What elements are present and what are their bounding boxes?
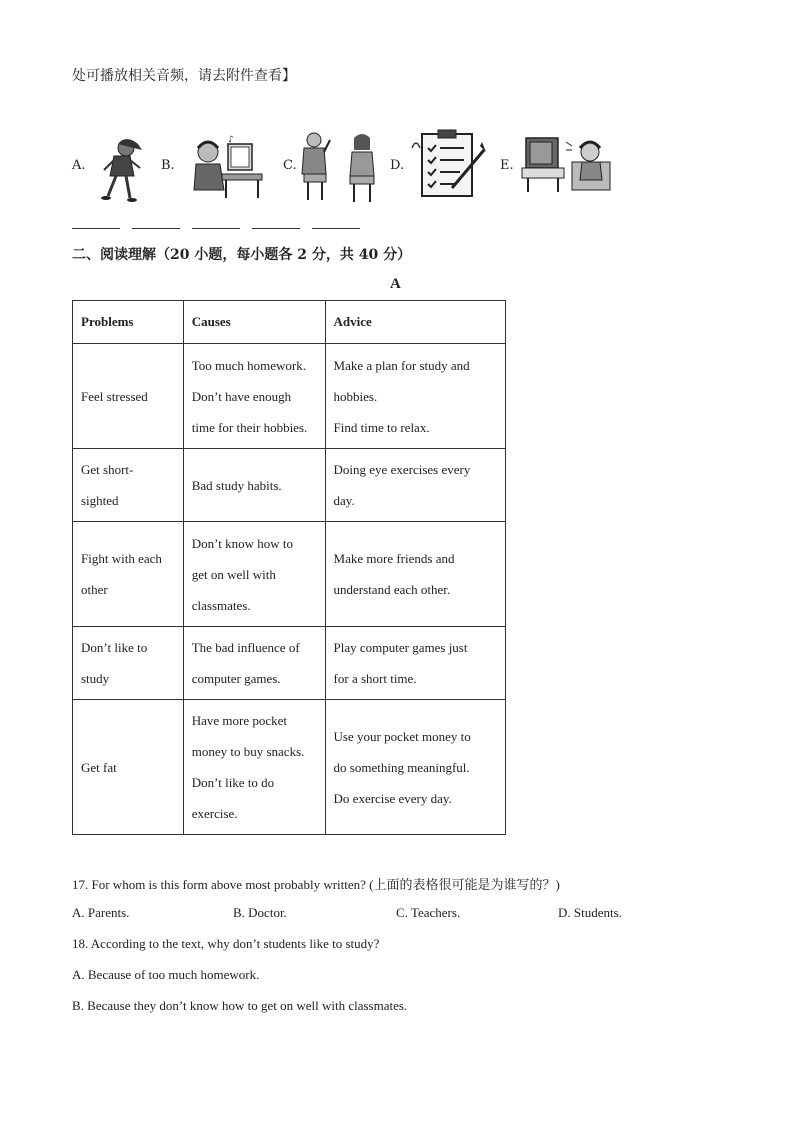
causes-text: Don’t like to do [191, 775, 275, 790]
picture-option-b-label: B. [161, 158, 175, 173]
picture-option-d-label: D. [390, 158, 405, 173]
q18-option-b[interactable]: B. Because they don’t know how to get on well with classmates. [72, 998, 408, 1013]
causes-text: get on well with [191, 566, 276, 582]
advice-text: Doing eye exercises every [333, 462, 471, 477]
intro-line: 处可播放相关音频，请去附件查看】 [72, 68, 296, 84]
boy-at-computer-icon [190, 134, 266, 200]
q17-option-c[interactable]: C. Teachers. [396, 905, 461, 920]
advice-cell [325, 344, 505, 449]
advice-cell [325, 627, 505, 700]
causes-cell [183, 449, 325, 522]
header-problems: Problems [73, 301, 184, 344]
girl-watching-tv-icon [520, 132, 614, 198]
causes-text: Have more pocket [191, 713, 288, 728]
problem-cell [73, 700, 184, 835]
causes-text: Too much homework. [191, 357, 306, 373]
advice-text: Make more friends and [333, 551, 455, 566]
problem-text: study [81, 671, 110, 686]
problem-cell [73, 627, 184, 700]
advice-text: Play computer games just [333, 640, 468, 655]
answer-blank-3[interactable] [192, 228, 240, 229]
question-18-stem: 18. According to the text, why don’t students like to study? [72, 936, 380, 951]
girl-walking-icon [90, 134, 150, 204]
causes-text: Bad study habits. [191, 477, 282, 493]
advice-text: for a short time. [333, 671, 417, 686]
passage-label: A [390, 276, 401, 292]
problem-text: other [81, 582, 108, 597]
causes-text: The bad influence of [191, 640, 300, 655]
problem-cell [73, 522, 184, 627]
two-people-talking-icon [300, 130, 378, 204]
question-17-stem: 17. For whom is this form above most probably written? (上面的表格很可能是为谁写的？) [72, 877, 560, 892]
problem-text: Get short- [81, 462, 134, 477]
advice-cell [325, 700, 505, 835]
advice-text: Do exercise every day. [333, 790, 452, 806]
table-row [73, 344, 506, 449]
svg-text:♪: ♪ [228, 135, 234, 145]
advice-cell [325, 449, 505, 522]
answer-blank-4[interactable] [252, 228, 300, 229]
picture-option-e-label: E. [500, 158, 514, 173]
causes-text: time for their hobbies. [191, 419, 308, 435]
header-causes: Causes [183, 301, 325, 344]
causes-cell [183, 627, 325, 700]
answer-blank-5[interactable] [312, 228, 360, 229]
advice-text: understand each other. [333, 582, 451, 597]
q17-option-b[interactable]: B. Doctor. [233, 905, 287, 920]
problem-text: Get fat [81, 759, 117, 775]
picture-option-a-label: A. [72, 158, 86, 173]
table-row [73, 627, 506, 700]
problem-text: sighted [81, 493, 119, 508]
advice-text: Make a plan for study and [333, 357, 470, 373]
answer-blank-2[interactable] [132, 228, 180, 229]
advice-text: day. [333, 493, 355, 508]
table-row [73, 522, 506, 627]
advice-table [72, 300, 506, 835]
causes-cell [183, 344, 325, 449]
problem-cell [73, 449, 184, 522]
table-row [73, 449, 506, 522]
advice-text: hobbies. [333, 388, 378, 404]
problem-cell [73, 344, 184, 449]
answer-blank-1[interactable] [72, 228, 120, 229]
causes-text: Don’t know how to [191, 535, 293, 551]
q18-option-a[interactable]: A. Because of too much homework. [72, 967, 260, 982]
advice-text: do something meaningful. [333, 759, 470, 775]
causes-text: exercise. [191, 806, 238, 821]
causes-cell [183, 522, 325, 627]
q17-option-a[interactable]: A. Parents. [72, 905, 130, 920]
causes-text: computer games. [191, 671, 281, 686]
causes-text: money to buy snacks. [191, 744, 305, 759]
problem-text: Don’t like to [81, 640, 148, 655]
table-header-row [73, 301, 506, 344]
section-title: 二、阅读理解（20 小题，每小题各 2 分，共 40 分） [72, 247, 412, 263]
causes-text: classmates. [191, 597, 251, 613]
table-row [73, 700, 506, 835]
advice-cell [325, 522, 505, 627]
problem-text: Feel stressed [81, 388, 148, 404]
advice-text: Find time to relax. [333, 419, 430, 435]
causes-cell [183, 700, 325, 835]
causes-text: Don’t have enough [191, 388, 292, 404]
checklist-clipboard-icon [408, 128, 488, 200]
problem-text: Fight with each [81, 551, 162, 566]
picture-option-c-label: C. [283, 158, 297, 173]
advice-text: Use your pocket money to [333, 728, 471, 744]
header-advice: Advice [325, 301, 505, 344]
q17-option-d[interactable]: D. Students. [558, 905, 622, 920]
